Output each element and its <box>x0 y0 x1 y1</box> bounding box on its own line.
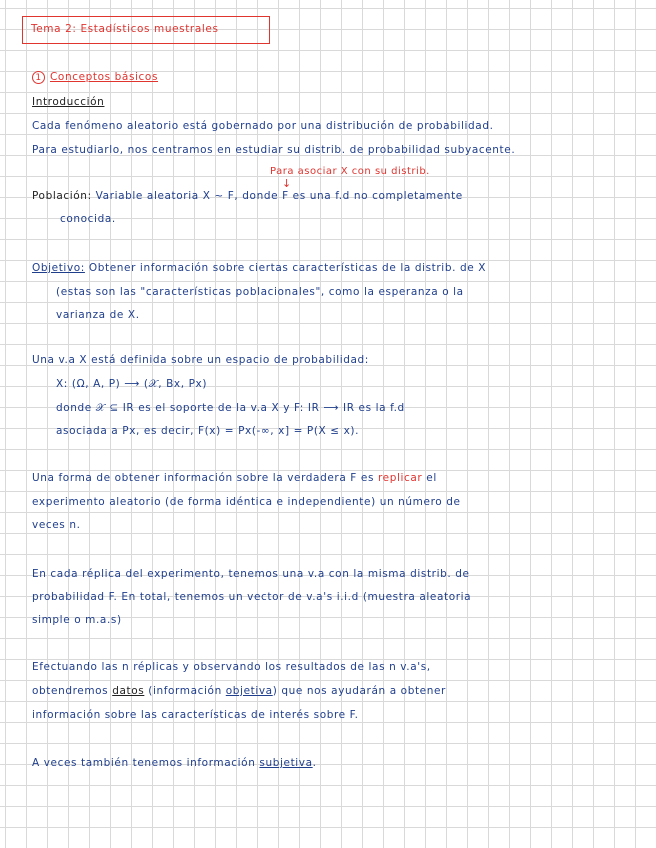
text-line-p1-1: Cada fenómeno aleatorio está gobernado por una distribución de probabilidad. <box>32 120 494 132</box>
cada-line-2: probabilidad F. En total, tenemos un vector de v.a's i.i.d (muestra aleatoria <box>32 591 472 603</box>
va-line-1: Una v.a X está definida sobre un espacio de probabilidad: <box>32 354 369 366</box>
va-line-3: donde 𝒳 ⊆ IR es el soporte de la v.a X y F: IR ⟶ IR es la f.d <box>56 402 405 414</box>
objetivo-line-1 <box>32 261 486 275</box>
poblacion-text: Variable aleatoria X ~ F, donde F es una f.d no completamente <box>91 190 463 202</box>
replica-line-1 <box>32 471 437 485</box>
objetivo-line-3: varianza de X. <box>56 309 140 321</box>
replica-line-2: experimento aleatorio (de forma idéntica e independiente) un número de <box>32 496 461 508</box>
poblacion-line-1 <box>32 189 463 203</box>
cada-line-3: simple o m.a.s) <box>32 614 122 626</box>
efec-line-3: información sobre las características de interés sobre F. <box>32 709 359 721</box>
section-heading <box>32 70 158 84</box>
text-line-p1-2: Para estudiarlo, nos centramos en estudiar su distrib. de probabilidad subyacente. <box>32 144 516 156</box>
replica-text-c: el <box>422 472 437 484</box>
annotation-arrow: ↓ <box>282 177 292 190</box>
replica-text-a: Una forma de obtener información sobre la verdadera F es <box>32 472 378 484</box>
subjetiva-line <box>32 756 317 770</box>
efec-text-a: obtendremos <box>32 685 113 697</box>
replica-highlight: replicar <box>377 472 423 484</box>
cada-line-1: En cada réplica del experimento, tenemos una v.a con la misma distrib. de <box>32 568 470 580</box>
objetivo-line-2: (estas son las "características poblacionales", como la esperanza o la <box>56 286 464 298</box>
section-title: Conceptos básicos <box>50 71 159 83</box>
objetivo-label: Objetivo: <box>32 262 85 274</box>
poblacion-label: Población: <box>32 190 92 202</box>
subjetiva-text-a: A veces también tenemos información <box>32 757 260 769</box>
efec-text-c: (información <box>144 685 226 697</box>
subjetiva-text-c: . <box>312 757 317 769</box>
title-box <box>22 16 270 44</box>
va-line-4: asociada a Px, es decir, F(x) = Px(-∞, x] = P(X ≤ x). <box>56 425 360 437</box>
efec-line-1: Efectuando las n réplicas y observando los resultados de las n v.a's, <box>32 661 431 673</box>
replica-line-3: veces n. <box>32 519 81 531</box>
efec-text-e: ) que nos ayudarán a obtener <box>272 685 446 697</box>
va-line-2: X: (Ω, A, P) ⟶ (𝒳, Bx, Px) <box>56 378 208 390</box>
objetivo-text: Obtener información sobre ciertas características de la distrib. de X <box>84 262 487 274</box>
objetiva-word: objetiva <box>225 685 273 697</box>
section-number-circle: 1 <box>32 71 45 84</box>
efec-line-2 <box>32 684 446 698</box>
margin-annotation: Para asociar X con su distrib. <box>270 166 430 177</box>
subheading-introduccion: Introducción <box>32 96 105 108</box>
datos-word: datos <box>112 685 145 697</box>
page-title: Tema 2: Estadísticos muestrales <box>31 23 219 35</box>
subjetiva-word: subjetiva <box>259 757 313 769</box>
poblacion-line-2: conocida. <box>60 213 116 225</box>
